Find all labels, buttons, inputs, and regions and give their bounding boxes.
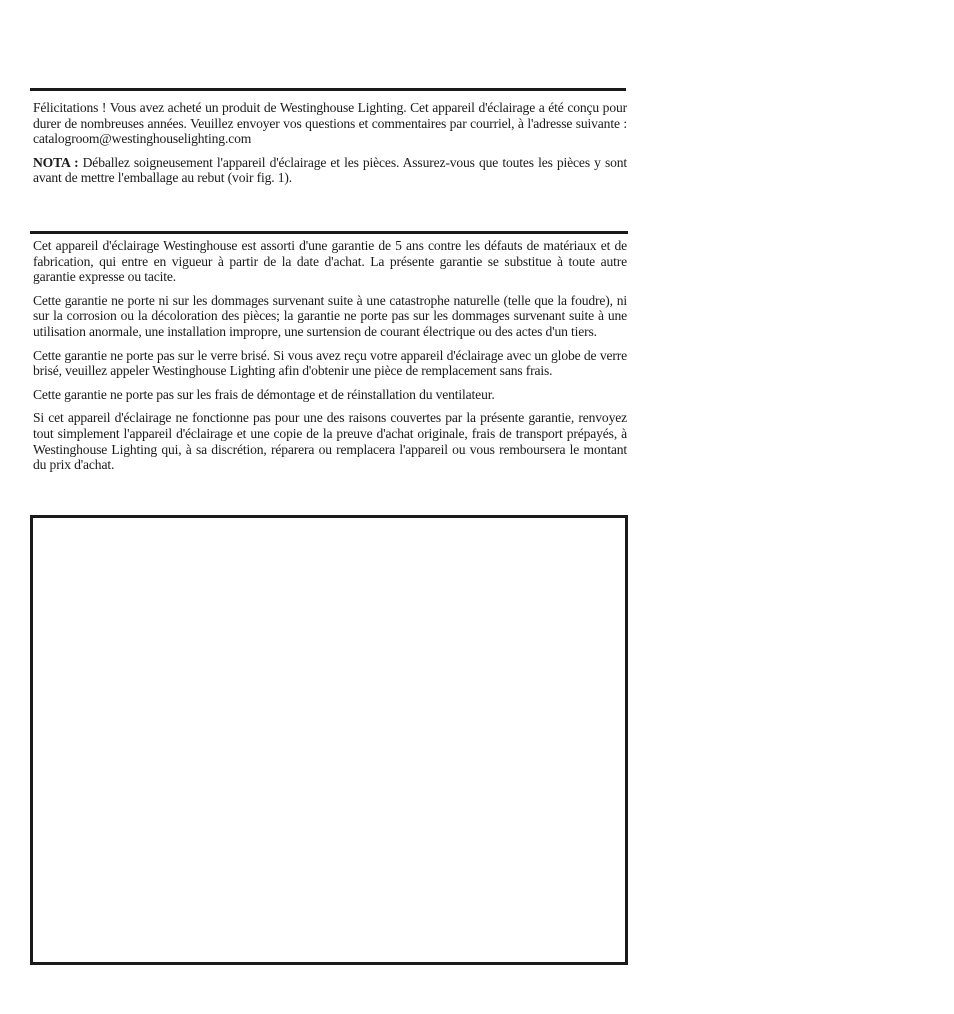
warranty-section <box>33 238 627 481</box>
intro-section <box>33 100 627 194</box>
section-divider-warranty <box>30 231 628 234</box>
nota-paragraph <box>33 155 627 186</box>
nota-text: Déballez soigneusement l'appareil d'éclairage et les pièces. Assurez-vous que toutes les pièces y sont avant de mettre l'emballage au rebut (voir fig. 1). <box>33 154 628 186</box>
nota-label: NOTA : <box>33 154 79 170</box>
warranty-paragraph: Cette garantie ne porte ni sur les dommages survenant suite à une catastrophe naturelle (telle que la foudre), ni sur la corrosion ou la décoloration des pièces; la garantie ne porte pas sur les dommages survenant suite à une utilisation anormale, une installation impropre, une surtension de courant électrique ou des actes d'un tiers. <box>33 292 627 339</box>
warranty-paragraph: Cette garantie ne porte pas sur les frais de démontage et de réinstallation du ventilateur. <box>33 386 495 402</box>
warranty-paragraph: Cet appareil d'éclairage Westinghouse est assorti d'une garantie de 5 ans contre les défauts de matériaux et de fabrication, qui entre en vigueur à partir de la date d'achat. La présente garantie se substitue à toute autre garantie expresse ou tacite. <box>33 238 627 285</box>
intro-paragraph: Félicitations ! Vous avez acheté un produit de Westinghouse Lighting. Cet appareil d'éclairage a été conçu pour durer de nombreuses années. Veuillez envoyer vos questions et commentaires par courriel, à l'adresse suivante : catalogroom@westinghouselighting.com <box>33 100 627 147</box>
warranty-paragraph: Cette garantie ne porte pas sur le verre brisé. Si vous avez reçu votre appareil d'éclairage avec un globe de verre brisé, veuillez appeler Westinghouse Lighting afin d'obtenir une pièce de remplacement sans frais. <box>33 347 627 379</box>
figure-frame <box>30 515 628 965</box>
warranty-paragraph: Si cet appareil d'éclairage ne fonctionne pas pour une des raisons couvertes par la présente garantie, renvoyez tout simplement l'appareil d'éclairage et une copie de la preuve d'achat originale, frais de transport prépayés, à Westinghouse Lighting qui, à sa discrétion, réparera ou remplacera l'appareil ou vous remboursera le montant du prix d'achat. <box>33 410 627 473</box>
section-divider-top <box>30 88 626 91</box>
